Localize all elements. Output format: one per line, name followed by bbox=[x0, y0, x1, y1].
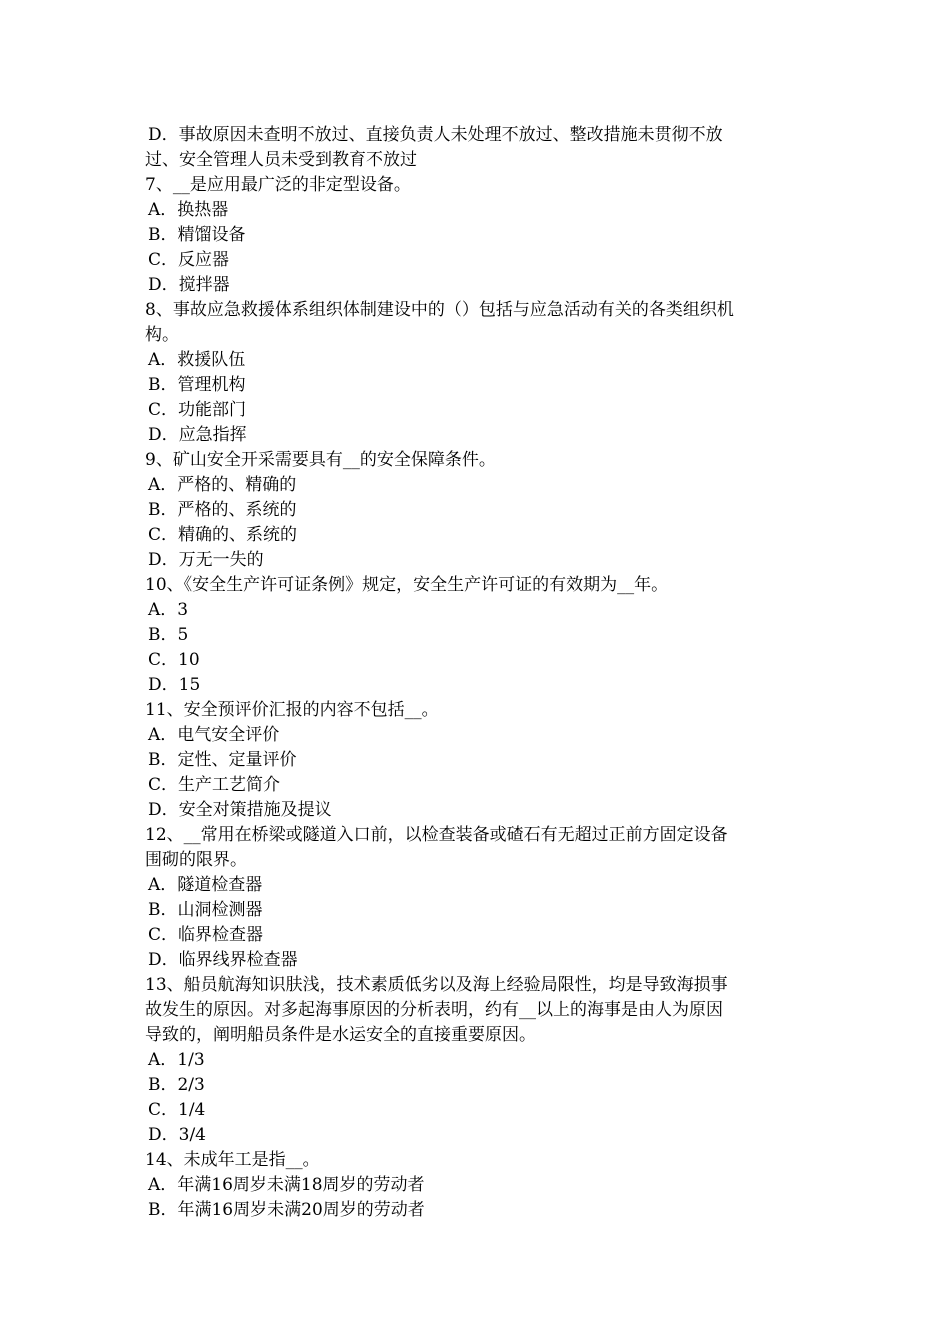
question-text-line: 围砌的限界。 bbox=[145, 850, 247, 870]
answer-option-line: B．定性、定量评价 bbox=[148, 750, 297, 770]
answer-option-line: C．1/4 bbox=[148, 1100, 206, 1120]
question-text-line: 14、未成年工是指__。 bbox=[145, 1150, 320, 1170]
answer-option-line: C．生产工艺简介 bbox=[148, 775, 281, 795]
answer-option-line: C．临界检查器 bbox=[148, 925, 264, 945]
answer-option-line: C．功能部门 bbox=[148, 400, 247, 420]
answer-option-line: B．2/3 bbox=[148, 1075, 205, 1095]
answer-option-line: C．精确的、系统的 bbox=[148, 525, 298, 545]
answer-option-line: B．山洞检测器 bbox=[148, 900, 263, 920]
answer-option-line: D．搅拌器 bbox=[148, 275, 230, 295]
answer-option-line: A．严格的、精确的 bbox=[148, 475, 297, 495]
answer-option-line: D．事故原因未查明不放过、直接负责人未处理不放过、整改措施未贯彻不放 bbox=[148, 125, 723, 145]
answer-option-line: A．年满16周岁未满18周岁的劳动者 bbox=[148, 1175, 425, 1195]
answer-option-line: D．3/4 bbox=[148, 1125, 206, 1145]
answer-option-line: A．救援队伍 bbox=[148, 350, 246, 370]
question-text-line: 10、《安全生产许可证条例》规定，安全生产许可证的有效期为__年。 bbox=[145, 575, 669, 595]
answer-option-line: C．10 bbox=[148, 650, 200, 670]
answer-option-line: A．隧道检查器 bbox=[148, 875, 263, 895]
question-text-line: 8、事故应急救援体系组织体制建设中的（）包括与应急活动有关的各类组织机 bbox=[145, 300, 734, 320]
answer-option-line: B．严格的、系统的 bbox=[148, 500, 297, 520]
answer-option-line: D．万无一失的 bbox=[148, 550, 264, 570]
answer-option-line: B．5 bbox=[148, 625, 189, 645]
question-text-line: 13、船员航海知识肤浅，技术素质低劣以及海上经验局限性，均是导致海损事 bbox=[145, 975, 728, 995]
answer-option-line: B．管理机构 bbox=[148, 375, 246, 395]
question-text-line: 构。 bbox=[145, 325, 179, 345]
answer-option-line: C．反应器 bbox=[148, 250, 230, 270]
answer-option-line: D．安全对策措施及提议 bbox=[148, 800, 332, 820]
document-page bbox=[145, 123, 809, 1223]
question-text-line: 12、__常用在桥梁或隧道入口前，以检查装备或碴石有无超过正前方固定设备 bbox=[145, 825, 728, 845]
answer-option-line: D．应急指挥 bbox=[148, 425, 247, 445]
answer-option-line: A．电气安全评价 bbox=[148, 725, 280, 745]
question-text-line: 7、__是应用最广泛的非定型设备。 bbox=[145, 175, 411, 195]
answer-option-line: B．精馏设备 bbox=[148, 225, 246, 245]
question-text-line: 9、矿山安全开采需要具有__的安全保障条件。 bbox=[145, 450, 496, 470]
answer-option-line: D．临界线界检查器 bbox=[148, 950, 298, 970]
answer-option-line: A．换热器 bbox=[148, 200, 229, 220]
answer-option-line: D．15 bbox=[148, 675, 201, 695]
question-text-line: 11、安全预评价汇报的内容不包括__。 bbox=[145, 700, 439, 720]
answer-option-line: A．1/3 bbox=[148, 1050, 205, 1070]
answer-option-line: A．3 bbox=[148, 600, 189, 620]
question-text-line: 过、安全管理人员未受到教育不放过 bbox=[145, 150, 417, 170]
answer-option-line: B．年满16周岁未满20周岁的劳动者 bbox=[148, 1200, 425, 1220]
question-text-line: 导致的，阐明船员条件是水运安全的直接重要原因。 bbox=[145, 1025, 536, 1045]
question-text-line: 故发生的原因。对多起海事原因的分析表明，约有__以上的海事是由人为原因 bbox=[145, 1000, 723, 1020]
